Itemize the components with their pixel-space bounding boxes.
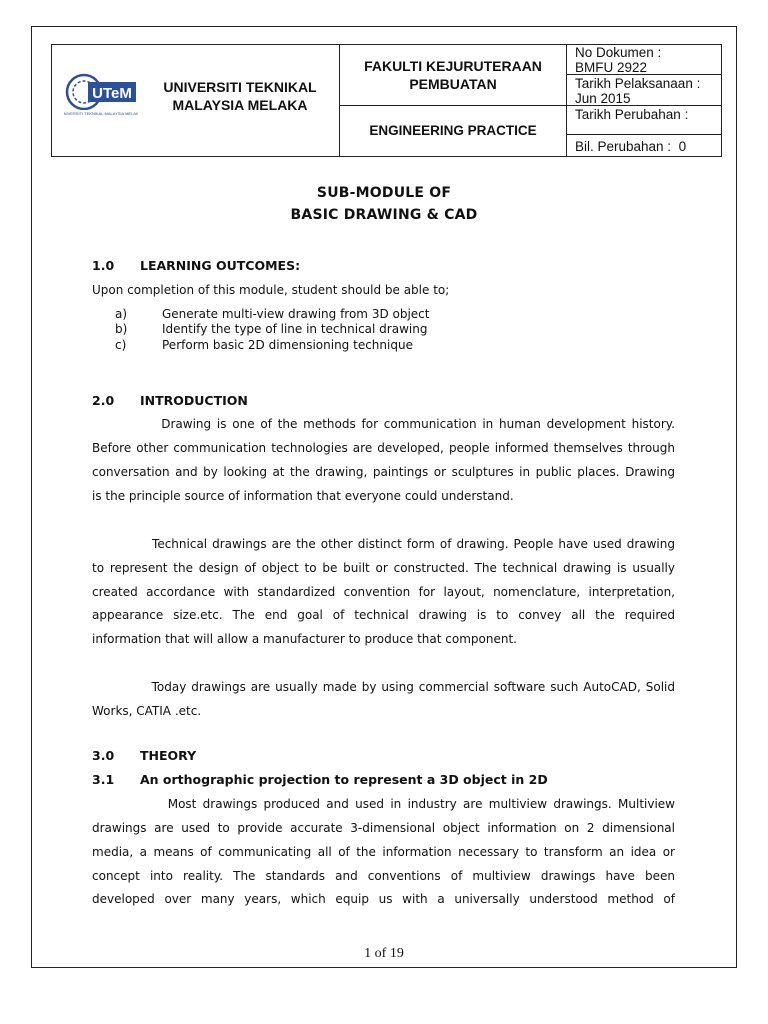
section-2-number: 2.0 bbox=[92, 393, 115, 408]
title-line-2: BASIC DRAWING & CAD bbox=[290, 207, 478, 223]
paragraph-line: appearance size.etc. The end goal of technical drawing is to convey all the required bbox=[92, 608, 675, 622]
paragraph-line: information that will allow a manufacturer to produce that component. bbox=[92, 632, 517, 646]
logo-text: UTeM bbox=[92, 85, 132, 102]
paragraph-line: is the principle source of information that everyone could understand. bbox=[92, 489, 514, 503]
paragraph-line: media, a means of communicating all of the information necessary to transform an idea or bbox=[92, 845, 675, 859]
section-2-title: INTRODUCTION bbox=[140, 393, 248, 408]
change-date: Tarikh Perubahan : bbox=[575, 107, 689, 122]
paragraph-line: conversation and by looking at the drawing, paintings or sculptures in public places. Drawing bbox=[92, 465, 675, 479]
paragraph-line: drawings are used to provide accurate 3-dimensional object information on 2 dimensional bbox=[92, 821, 675, 835]
title-line-1: SUB-MODULE OF bbox=[316, 185, 452, 201]
list-item: b) Identify the type of line in technical drawing bbox=[115, 322, 428, 336]
university-name: UNIVERSITI TEKNIKAL MALAYSIA MELAKA bbox=[163, 79, 317, 113]
paragraph-line: Today drawings are usually made by using commercial software such AutoCAD, Solid bbox=[92, 680, 675, 694]
paragraph-line: Drawing is one of the methods for communication in human development history. bbox=[92, 417, 675, 431]
paragraph-line: Works, CATIA .etc. bbox=[92, 704, 202, 718]
section-1-number: 1.0 bbox=[92, 258, 115, 273]
utem-logo bbox=[64, 70, 138, 120]
course-name: ENGINEERING PRACTICE bbox=[369, 123, 537, 138]
change-count: Bil. Perubahan : 0 bbox=[575, 139, 687, 154]
subsection-3-1-number: 3.1 bbox=[92, 772, 115, 787]
paragraph-line: Technical drawings are the other distinct form of drawing. People have used drawing bbox=[92, 537, 675, 551]
paragraph-line: concept into reality. The standards and conventions of multiview drawings have been bbox=[92, 869, 675, 883]
paragraph-line: developed over many years, which equip us with a universally understood method of bbox=[92, 892, 675, 906]
section-3-title: THEORY bbox=[140, 748, 197, 763]
paragraph-line: Most drawings produced and used in industry are multiview drawings. Multiview bbox=[92, 797, 675, 811]
list-item: a) Generate multi-view drawing from 3D object bbox=[115, 307, 430, 321]
subsection-3-1-title: An orthographic projection to represent a 3D object in 2D bbox=[140, 772, 548, 787]
paragraph-line: created accordance with standardized convention for layout, nomenclature, interpretation, bbox=[92, 585, 675, 599]
logo-subtext: UNIVERSITI TEKNIKAL MALAYSIA MELAKA bbox=[64, 111, 138, 116]
section-1-intro: Upon completion of this module, student should be able to; bbox=[92, 283, 450, 297]
section-3-number: 3.0 bbox=[92, 748, 115, 763]
faculty-name: FAKULTI KEJURUTERAAN PEMBUATAN bbox=[364, 58, 542, 92]
list-item: c) Perform basic 2D dimensioning technique bbox=[115, 338, 413, 352]
section-1-title: LEARNING OUTCOMES: bbox=[140, 258, 301, 273]
impl-date: Tarikh Pelaksanaan : Jun 2015 bbox=[575, 76, 701, 106]
paragraph-line: to represent the design of object to be built or constructed. The technical drawing is usually bbox=[92, 561, 675, 575]
doc-no: No Dokumen : BMFU 2922 bbox=[575, 45, 662, 75]
paragraph-line: Before other communication technologies are developed, people informed themselves through bbox=[92, 441, 675, 455]
page-number: 1 of 19 bbox=[364, 946, 404, 961]
